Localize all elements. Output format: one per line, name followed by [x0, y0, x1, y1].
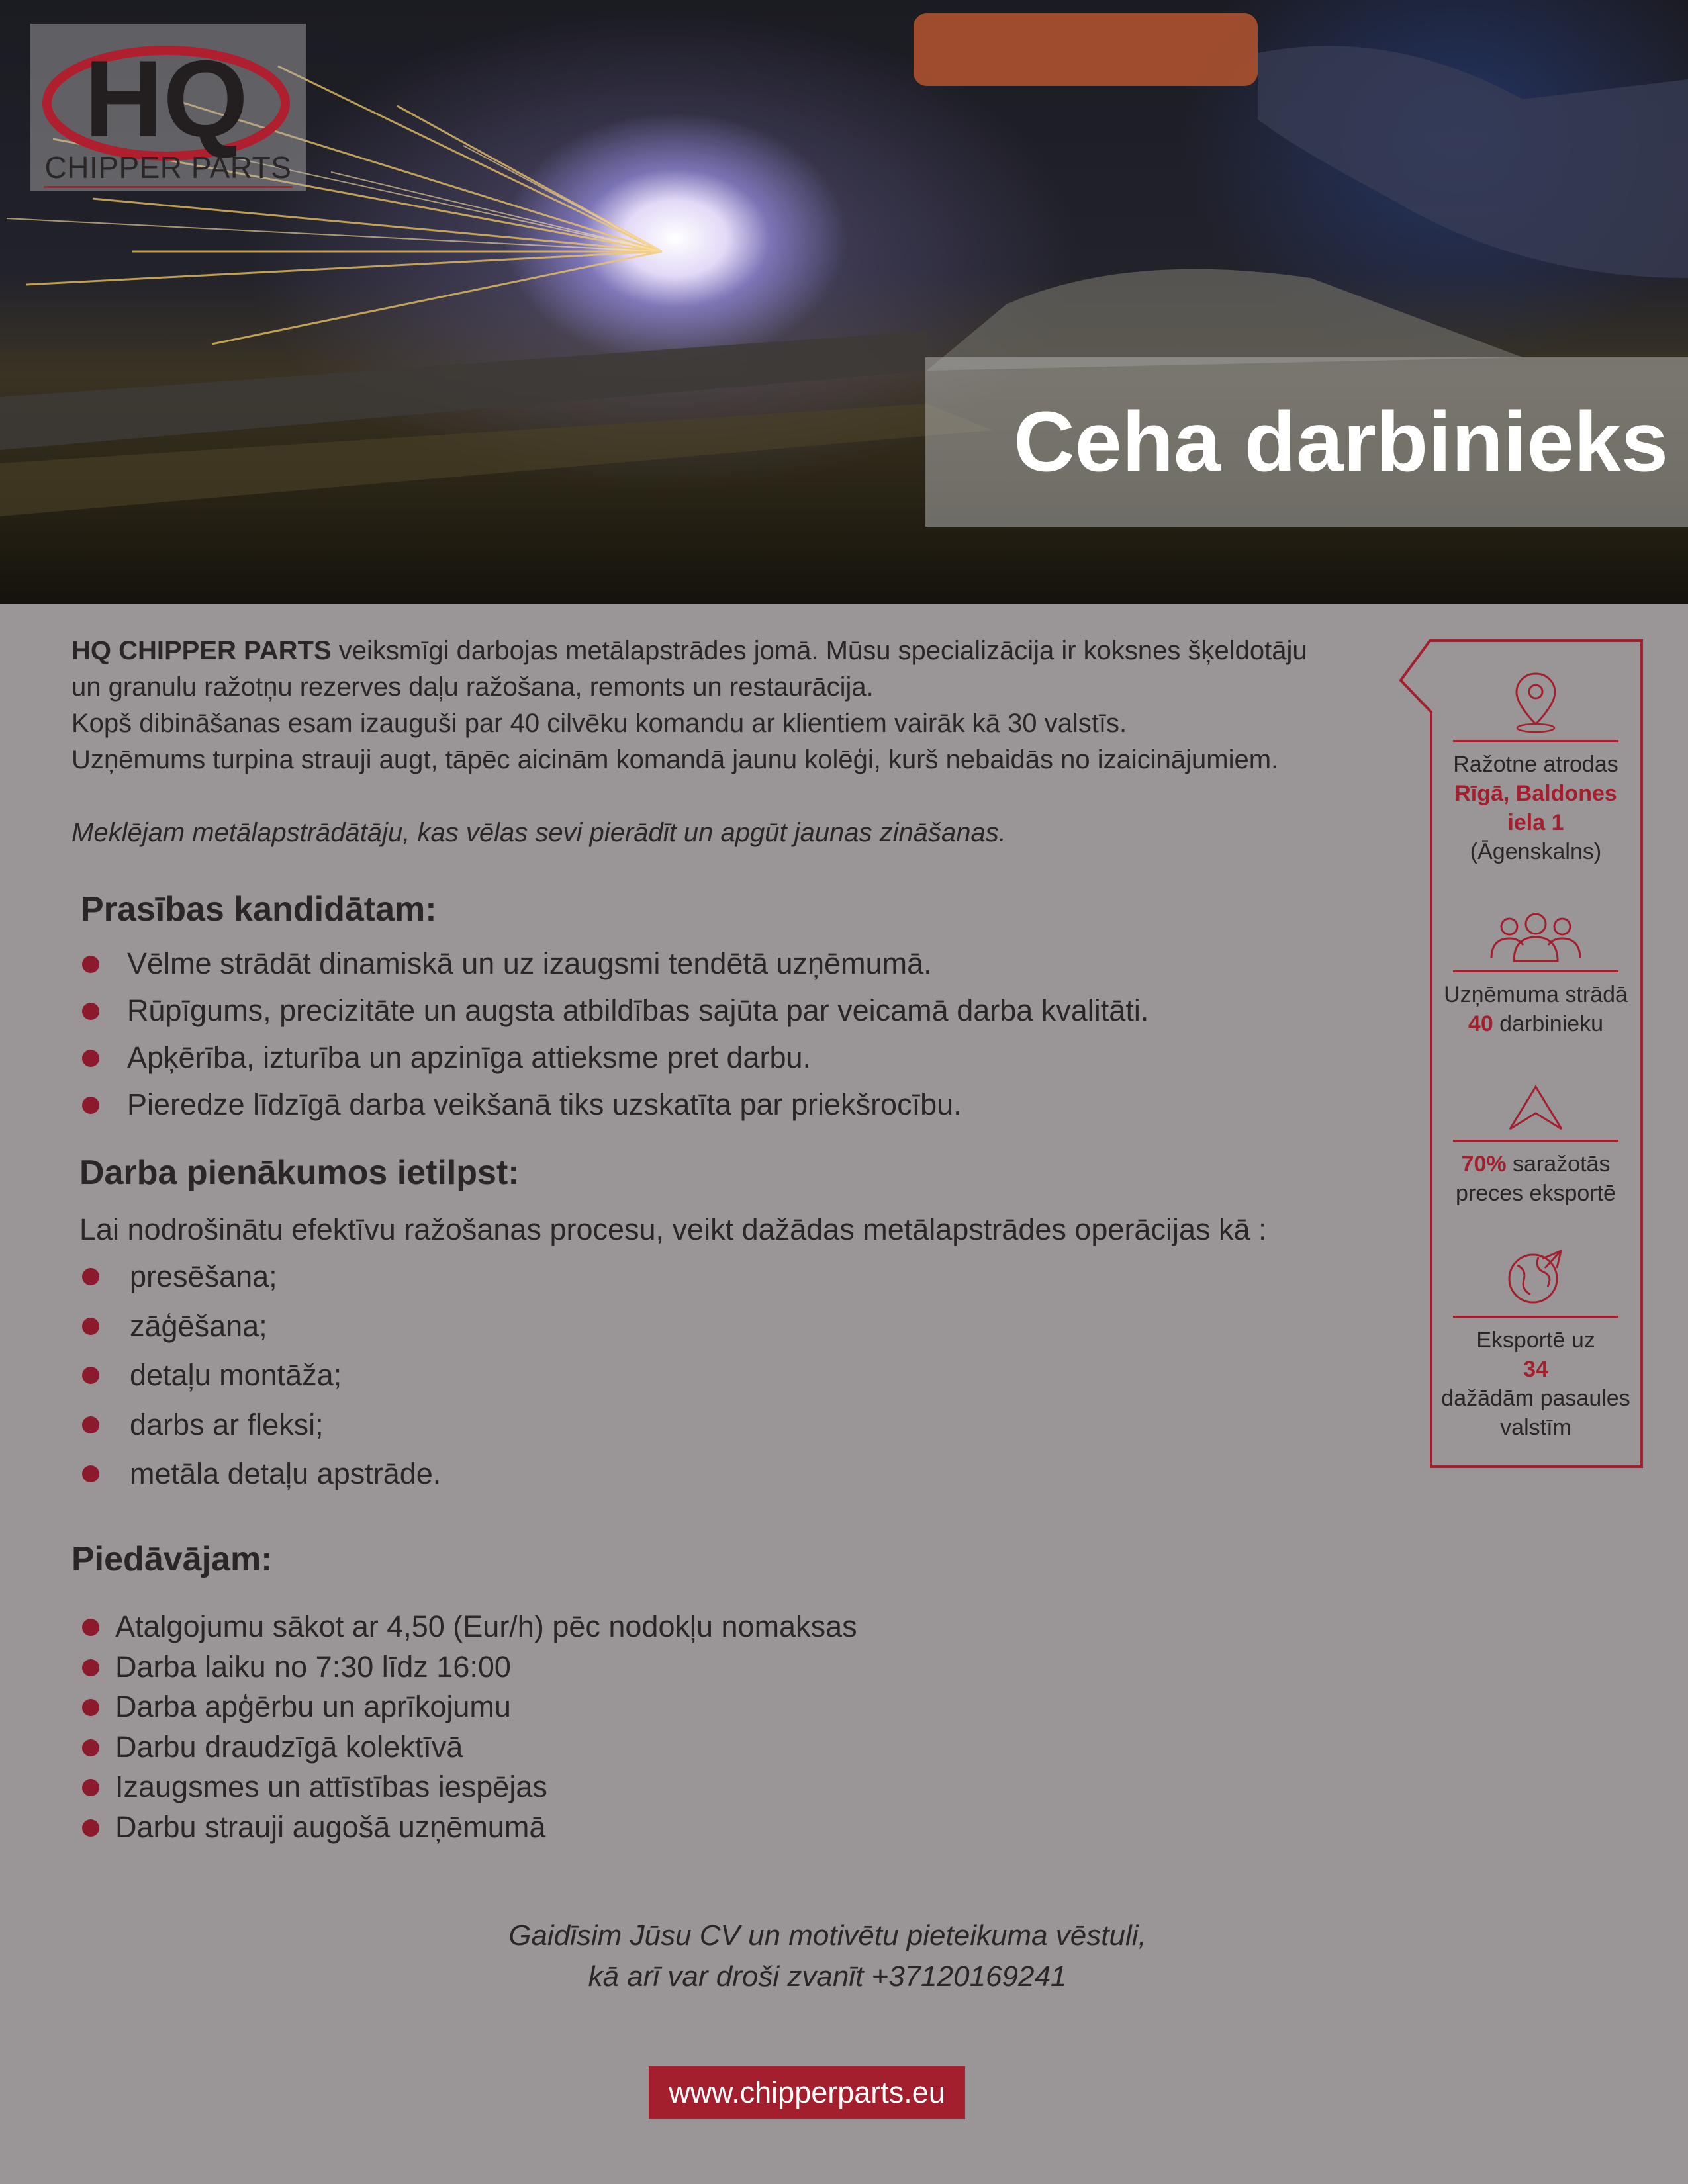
offer-list: [82, 1607, 857, 1847]
intro-line-4: Uzņēmums turpina strauji augt, tāpēc aicinām komandā jaunu kolēģi, kurš nebaidās no izaicinājumiem.: [71, 745, 1279, 774]
bullet-icon: [82, 1003, 99, 1020]
intro-line-2: un granulu ražotņu rezerves daļu ražošana, remonts un restaurācija.: [71, 672, 874, 702]
closing-line-2: kā arī var droši zvanīt +37120169241: [588, 1960, 1067, 1993]
hero-banner: [0, 0, 1688, 604]
bullet-icon: [82, 1050, 99, 1067]
bullet-icon: [82, 956, 99, 973]
bullet-icon: [82, 1465, 99, 1482]
list-item: darbs ar fleksi;: [82, 1400, 441, 1450]
list-item: zāģēšana;: [82, 1302, 441, 1351]
bullet-icon: [82, 1659, 99, 1676]
list-item: Darbu strauji augošā uzņēmumā: [82, 1807, 857, 1848]
list-item: Apķērība, izturība un apzinīga attieksme pret darbu.: [82, 1034, 1149, 1081]
offer-heading: Piedāvājam:: [71, 1540, 273, 1578]
intro-line-3: Kopš dibināšanas esam izauguši par 40 cilvēku komandu ar klientiem vairāk kā 30 valstīs.: [71, 709, 1127, 738]
bullet-icon: [82, 1097, 99, 1114]
duties-intro: Lai nodrošinātu efektīvu ražošanas procesu, veikt dažādas metālapstrādes operācijas kā :: [79, 1212, 1267, 1246]
bullet-icon: [82, 1318, 99, 1335]
closing-text: [0, 1915, 1655, 1997]
bullet-icon: [82, 1779, 99, 1796]
brand-name: HQ CHIPPER PARTS: [71, 636, 332, 665]
duties-list: [82, 1252, 441, 1499]
list-item: Vēlme strādāt dinamiskā un uz izaugsmi tendētā uzņēmumā.: [82, 940, 1149, 987]
closing-line-1: Gaidīsim Jūsu CV un motivētu pieteikuma vēstuli,: [508, 1919, 1147, 1952]
stats-sidebar: [1398, 639, 1644, 1469]
intro-text: [71, 633, 1402, 851]
stat-employees: Uzņēmuma strādā 40 darbinieku: [1438, 911, 1634, 1038]
bullet-icon: [82, 1819, 99, 1837]
stat-location: Ražotne atrodas Rīgā, Baldones iela 1 (Āgenskalns): [1438, 670, 1634, 866]
people-group-icon: [1479, 911, 1592, 964]
list-item: Pieredze līdzīgā darba veikšanā tiks uzskatīta par priekšrocību.: [82, 1081, 1149, 1128]
intro-line-1: veiksmīgi darbojas metālapstrādes jomā. Mūsu specializācija ir koksnes šķeldotāju: [331, 636, 1307, 665]
logo-underline: [44, 186, 293, 188]
duties-heading: Darba pienākumos ietilpst:: [79, 1154, 520, 1192]
bullet-icon: [82, 1367, 99, 1384]
bullet-icon: [82, 1416, 99, 1433]
seeking-text: Meklējam metālapstrādātāju, kas vēlas sevi pierādīt un apgūt jaunas zināšanas.: [71, 818, 1006, 847]
stat-export: 70% saražotās preces eksportē: [1438, 1083, 1634, 1208]
list-item: Izaugsmes un attīstības iespējas: [82, 1767, 857, 1807]
list-item: Atalgojumu sākot ar 4,50 (Eur/h) pēc nodokļu nomaksas: [82, 1607, 857, 1647]
list-item: detaļu montāža;: [82, 1351, 441, 1400]
requirements-heading: Prasības kandidātam:: [81, 890, 437, 929]
list-item: Darba apģērbu un aprīkojumu: [82, 1687, 857, 1727]
bullet-icon: [82, 1739, 99, 1756]
logo-caption: CHIPPER PARTS: [44, 150, 292, 185]
page-title: Ceha darbinieks: [1013, 394, 1668, 490]
logo-letters: HQ: [84, 38, 248, 159]
stat-countries: Eksportē uz 34 dažādām pasaules valstīm: [1438, 1246, 1634, 1442]
list-item: Rūpīgums, precizitāte un augsta atbildības sajūta par veicamā darba kvalitāti.: [82, 987, 1149, 1034]
bullet-icon: [82, 1699, 99, 1716]
location-pin-icon: [1513, 670, 1559, 733]
bullet-icon: [82, 1268, 99, 1285]
arrow-up-icon: [1506, 1083, 1566, 1133]
list-item: Darbu draudzīgā kolektīvā: [82, 1727, 857, 1768]
globe-icon: [1504, 1246, 1568, 1309]
company-logo: [30, 24, 306, 191]
requirements-list: [82, 940, 1149, 1128]
bullet-icon: [82, 1619, 99, 1636]
title-band: [925, 357, 1688, 527]
website-link[interactable]: www.chipperparts.eu: [649, 2066, 965, 2119]
list-item: Darba laiku no 7:30 līdz 16:00: [82, 1647, 857, 1688]
list-item: presēšana;: [82, 1252, 441, 1302]
list-item: metāla detaļu apstrāde.: [82, 1449, 441, 1499]
